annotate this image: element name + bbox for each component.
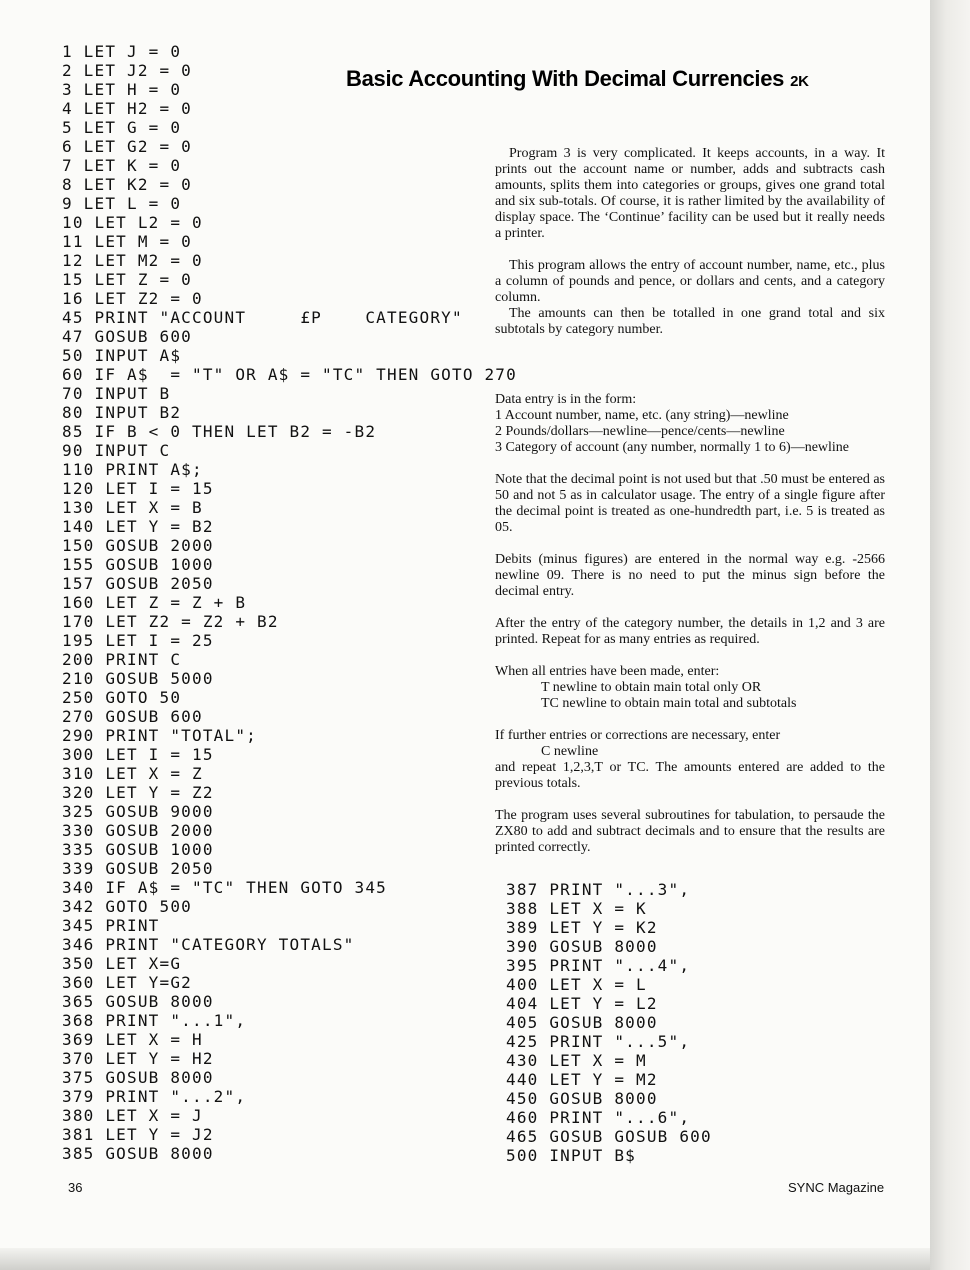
- code-line: 339 GOSUB 2050: [62, 859, 214, 878]
- code-line: 390 GOSUB 8000: [506, 937, 658, 956]
- repeat-note: and repeat 1,2,3,T or TC. The amounts entered are added to the previous totals.: [495, 760, 885, 791]
- code-line: 12 LET M2 = 0: [62, 251, 203, 270]
- entry-form-step-1: 1 Account number, name, etc. (any string)—newline: [495, 408, 789, 423]
- code-line: 387 PRINT "...3",: [506, 880, 691, 899]
- code-line: 375 GOSUB 8000: [62, 1068, 214, 1087]
- intro-text: [495, 146, 885, 338]
- code-line: 160 LET Z = Z + B: [62, 593, 247, 612]
- code-line: 3 LET H = 0: [62, 80, 182, 99]
- binding-shadow: [930, 0, 970, 1270]
- code-line: 388 LET X = K: [506, 899, 647, 918]
- code-line: 10 LET L2 = 0: [62, 213, 203, 232]
- code-line: 365 GOSUB 8000: [62, 992, 214, 1011]
- code-line: 404 LET Y = L2: [506, 994, 658, 1013]
- code-line: 320 LET Y = Z2: [62, 783, 214, 802]
- code-line: 80 INPUT B2: [62, 403, 182, 422]
- code-line: 7 LET K = 0: [62, 156, 182, 175]
- code-line: 380 LET X = J: [62, 1106, 203, 1125]
- article-title-text: Basic Accounting With Decimal Currencies: [346, 66, 785, 91]
- code-line: 346 PRINT "CATEGORY TOTALS": [62, 935, 355, 954]
- code-line: 395 PRINT "...4",: [506, 956, 691, 975]
- intro-paragraph-1: Program 3 is very complicated. It keeps accounts, in a way. It prints out the account name or number, adds and subtracts cash amounts, splits them into categories or groups, gives one grand total and six sub-totals. Of course, it is rather limited by the availability of display space. The ‘Continue’ facility can be used but it really needs a printer.: [495, 146, 885, 241]
- subroutines-note: The program uses several subroutines for tabulation, to persaude the ZX80 to add and subtract decimals and to ensure that the results are printed correctly.: [495, 808, 885, 855]
- code-line: 381 LET Y = J2: [62, 1125, 214, 1144]
- code-line: 460 PRINT "...6",: [506, 1108, 691, 1127]
- entry-form-step-2: 2 Pounds/dollars—newline—pence/cents—newline: [495, 424, 785, 439]
- code-line: 335 GOSUB 1000: [62, 840, 214, 859]
- code-line: 405 GOSUB 8000: [506, 1013, 658, 1032]
- code-line: 2 LET J2 = 0: [62, 61, 192, 80]
- code-line: 6 LET G2 = 0: [62, 137, 192, 156]
- code-line: 450 GOSUB 8000: [506, 1089, 658, 1108]
- page-number: 36: [68, 1180, 83, 1195]
- code-line: 70 INPUT B: [62, 384, 171, 403]
- code-line: 342 GOTO 500: [62, 897, 192, 916]
- code-line: 368 PRINT "...1",: [62, 1011, 247, 1030]
- after-entry-note: After the entry of the category number, the details in 1,2 and 3 are printed. Repeat for as many entries as required.: [495, 616, 885, 647]
- code-line: 85 IF B < 0 THEN LET B2 = -B2: [62, 422, 377, 441]
- page-bottom-edge: [0, 1248, 940, 1270]
- code-line: 465 GOSUB GOSUB 600: [506, 1127, 712, 1146]
- code-line: 440 LET Y = M2: [506, 1070, 658, 1089]
- code-line: 5 LET G = 0: [62, 118, 182, 137]
- code-line: 325 GOSUB 9000: [62, 802, 214, 821]
- memory-size-tag: 2K: [790, 73, 809, 90]
- total-and-subtotals-option: TC newline to obtain main total and subtotals: [541, 696, 797, 711]
- code-line: 4 LET H2 = 0: [62, 99, 192, 118]
- intro-paragraph-2: This program allows the entry of account number, name, etc., plus a column of pounds and pence, or dollars and cents, and a category column.: [495, 258, 885, 305]
- code-line: 425 PRINT "...5",: [506, 1032, 691, 1051]
- code-line: 360 LET Y=G2: [62, 973, 192, 992]
- code-line: 400 LET X = L: [506, 975, 647, 994]
- code-line: 350 LET X=G: [62, 954, 182, 973]
- article-title: [346, 66, 846, 92]
- code-line: 60 IF A$ = "T" OR A$ = "TC" THEN GOTO 270: [62, 365, 517, 384]
- intro-paragraph-3: The amounts can then be totalled in one grand total and six subtotals by category number.: [495, 306, 885, 337]
- continue-option: C newline: [541, 744, 599, 759]
- completion-note: When all entries have been made, enter:: [495, 664, 720, 679]
- magazine-name: SYNC Magazine: [788, 1180, 885, 1195]
- code-line: 385 GOSUB 8000: [62, 1144, 214, 1163]
- code-line: 330 GOSUB 2000: [62, 821, 214, 840]
- code-line: 195 LET I = 25: [62, 631, 214, 650]
- code-line: 210 GOSUB 5000: [62, 669, 214, 688]
- basic-listing-left: [62, 42, 517, 1163]
- code-line: 15 LET Z = 0: [62, 270, 192, 289]
- code-line: 110 PRINT A$;: [62, 460, 203, 479]
- decimal-note: Note that the decimal point is not used but that .50 must be entered as 50 and not 5 as in calculator usage. The entry of a single figure after the decimal point is treated as one-hundredth part, i.e. 5 is treated as 05.: [495, 472, 885, 535]
- code-line: 170 LET Z2 = Z2 + B2: [62, 612, 279, 631]
- code-line: 130 LET X = B: [62, 498, 203, 517]
- code-line: 9 LET L = 0: [62, 194, 182, 213]
- code-line: 270 GOSUB 600: [62, 707, 203, 726]
- code-line: 370 LET Y = H2: [62, 1049, 214, 1068]
- code-line: 389 LET Y = K2: [506, 918, 658, 937]
- code-line: 290 PRINT "TOTAL";: [62, 726, 257, 745]
- code-line: 500 INPUT B$: [506, 1146, 636, 1165]
- code-line: 369 LET X = H: [62, 1030, 203, 1049]
- code-line: 45 PRINT "ACCOUNT £P CATEGORY": [62, 308, 463, 327]
- code-line: 8 LET K2 = 0: [62, 175, 192, 194]
- code-line: 430 LET X = M: [506, 1051, 647, 1070]
- debits-note: Debits (minus figures) are entered in the normal way e.g. -2566 newline 09. There is no need to put the minus sign before the decimal entry.: [495, 552, 885, 599]
- further-entries-note: If further entries or corrections are necessary, enter: [495, 728, 781, 743]
- code-line: 11 LET M = 0: [62, 232, 192, 251]
- code-line: 340 IF A$ = "TC" THEN GOTO 345: [62, 878, 387, 897]
- basic-listing-right: [506, 880, 712, 1165]
- code-line: 310 LET X = Z: [62, 764, 203, 783]
- code-line: 50 INPUT A$: [62, 346, 182, 365]
- code-line: 345 PRINT: [62, 916, 160, 935]
- entry-form-intro: Data entry is in the form:: [495, 392, 637, 407]
- code-line: 379 PRINT "...2",: [62, 1087, 247, 1106]
- code-line: 16 LET Z2 = 0: [62, 289, 203, 308]
- code-line: 250 GOTO 50: [62, 688, 182, 707]
- code-line: 150 GOSUB 2000: [62, 536, 214, 555]
- code-line: 200 PRINT C: [62, 650, 182, 669]
- code-line: 90 INPUT C: [62, 441, 171, 460]
- code-line: 1 LET J = 0: [62, 42, 182, 61]
- code-line: 155 GOSUB 1000: [62, 555, 214, 574]
- code-line: 157 GOSUB 2050: [62, 574, 214, 593]
- instructions-text: [495, 392, 885, 856]
- total-only-option: T newline to obtain main total only OR: [541, 680, 762, 695]
- entry-form-step-3: 3 Category of account (any number, normally 1 to 6)—newline: [495, 440, 850, 455]
- code-line: 140 LET Y = B2: [62, 517, 214, 536]
- code-line: 300 LET I = 15: [62, 745, 214, 764]
- code-line: 47 GOSUB 600: [62, 327, 192, 346]
- code-line: 120 LET I = 15: [62, 479, 214, 498]
